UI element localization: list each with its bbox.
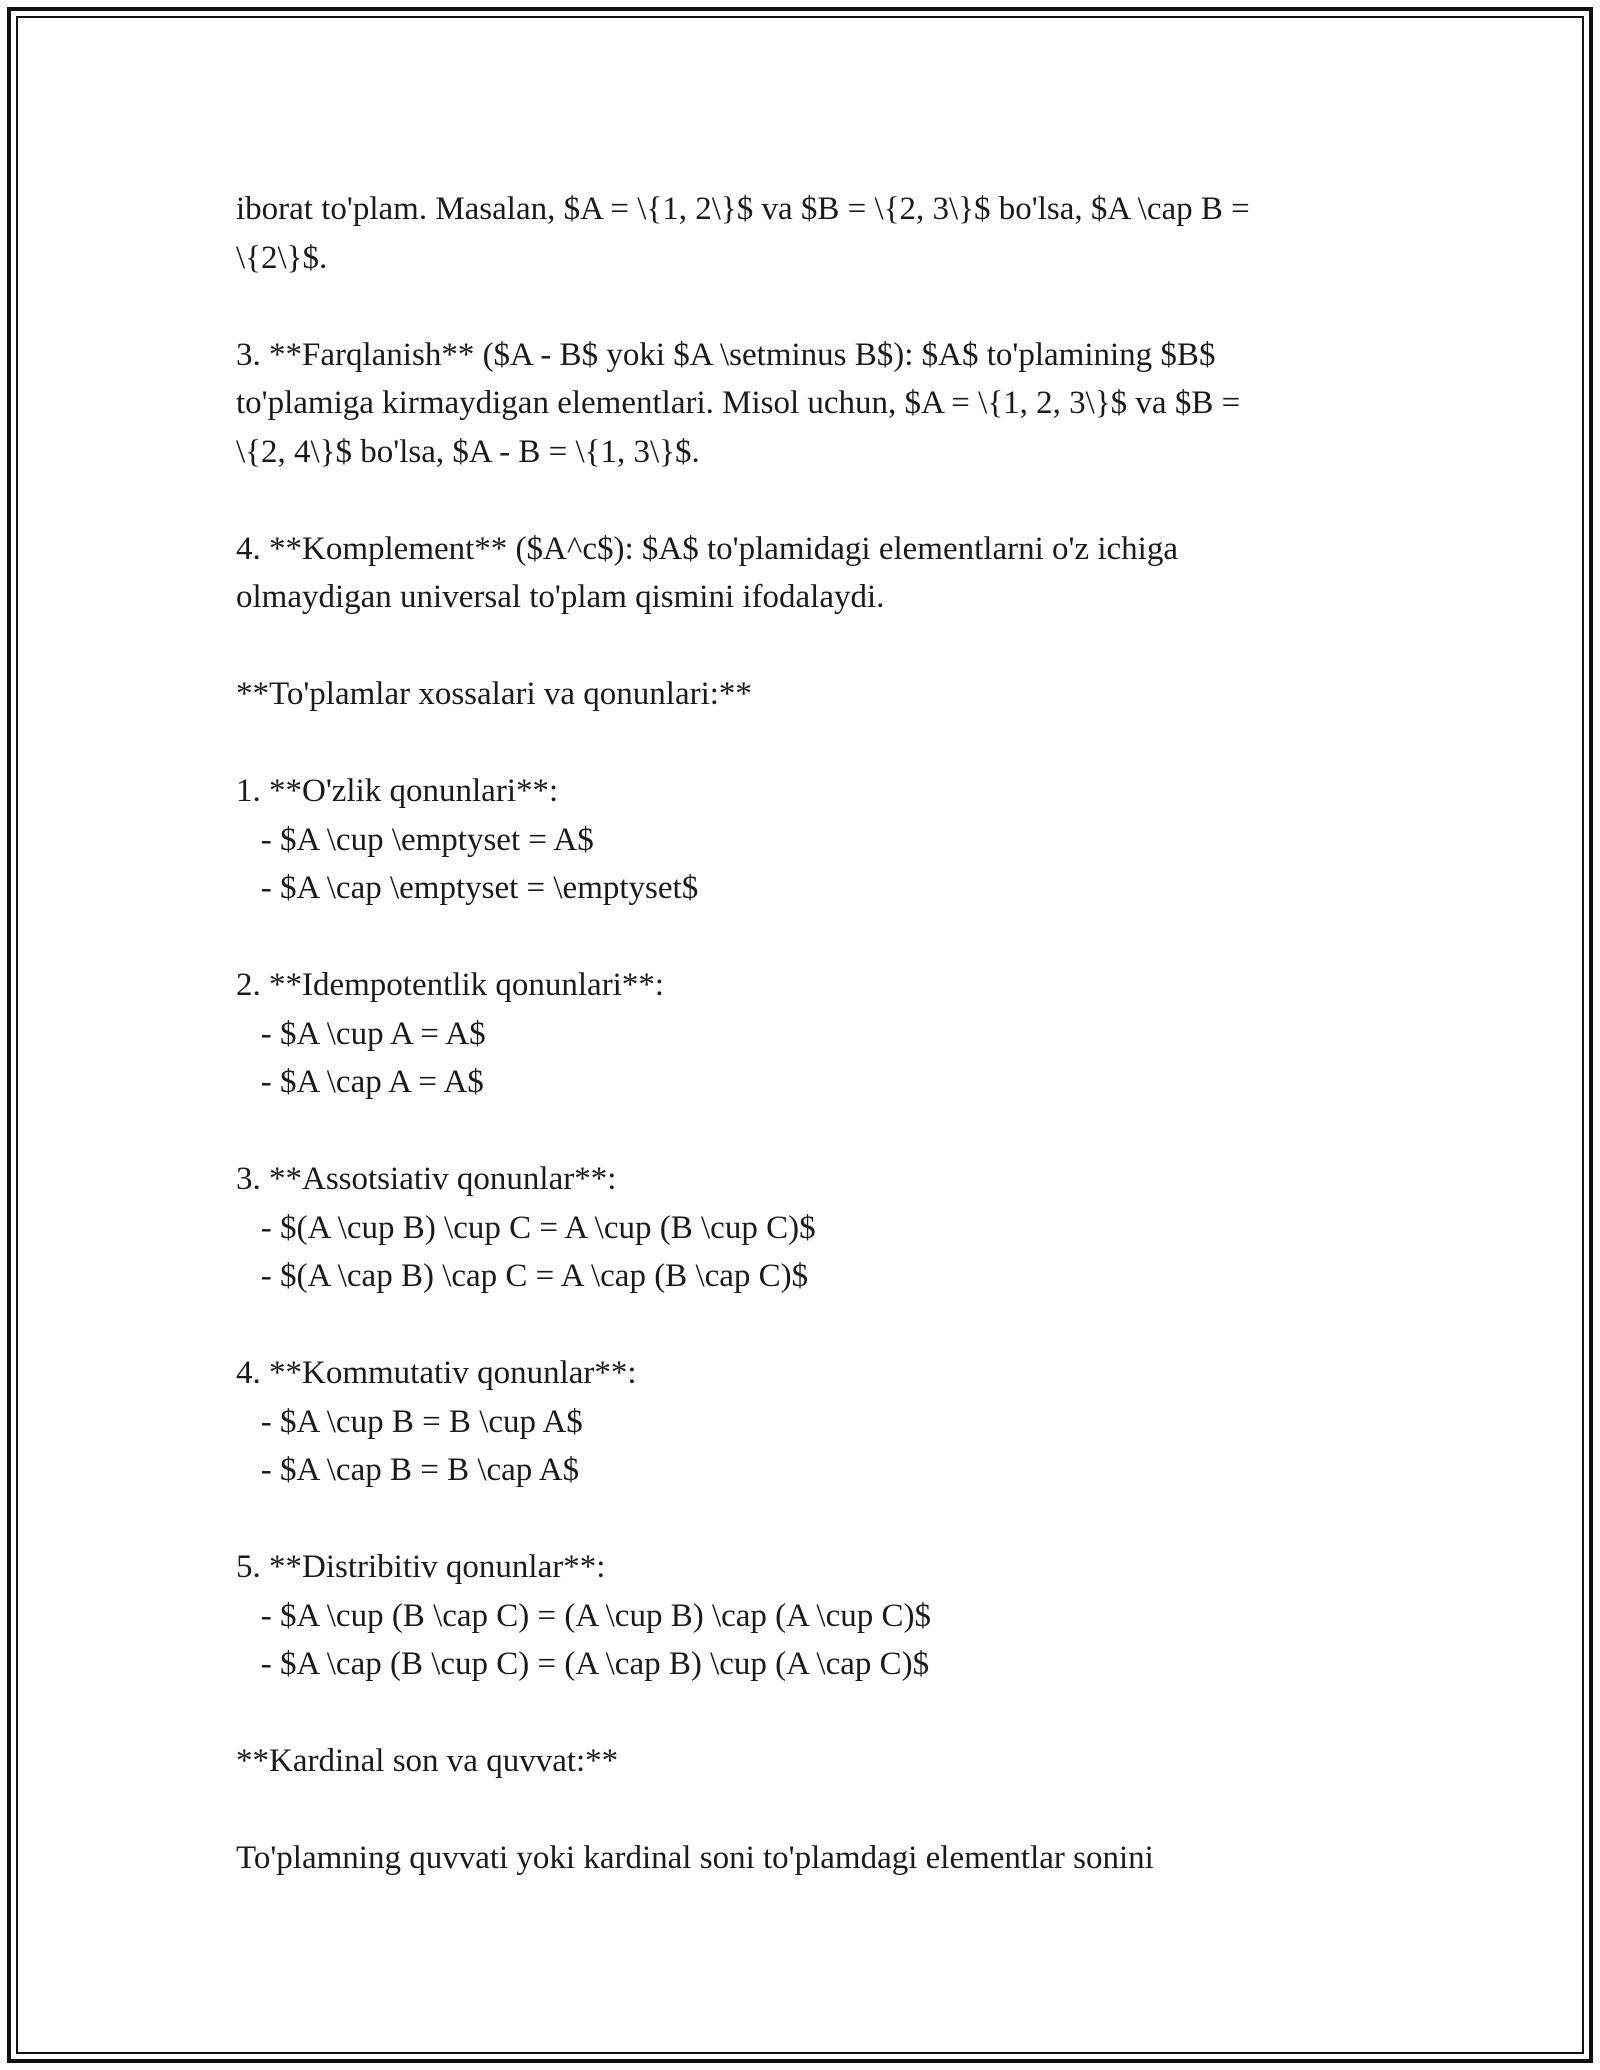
list-heading: 5. **Distribitiv qonunlar**: (236, 1549, 606, 1585)
list-item: - $A \cup (B \cap C) = (A \cup B) \cap (A \cup C)$ (236, 1597, 931, 1634)
blank-line (236, 476, 1386, 525)
text-line: 3. **Farqlanish** ($A - B$ yoki $A \setminus B$): $A$ to'plamining $B$ (236, 336, 1216, 373)
blank-line (236, 913, 1386, 962)
list-heading: 1. **O'zlik qonunlari**: (236, 773, 559, 809)
list-heading: 4. **Kommutativ qonunlar**: (236, 1355, 637, 1391)
list-item: - $(A \cap B) \cap C = A \cap (B \cap C)$ (236, 1258, 809, 1294)
list-item: - $(A \cup B) \cup C = A \cup (B \cup C)$ (236, 1209, 816, 1246)
document-body (236, 185, 1386, 1883)
list-item: - $A \cap (B \cup C) = (A \cap B) \cup (A \cap C)$ (236, 1646, 930, 1682)
text-line: \{2\}$. (236, 239, 328, 276)
blank-line (236, 622, 1386, 671)
list-item: - $A \cap B = B \cap A$ (236, 1452, 580, 1488)
list-item: - $A \cup A = A$ (236, 1015, 486, 1052)
list-item: - $A \cap \emptyset = \emptyset$ (236, 870, 699, 906)
blank-line (236, 1495, 1386, 1544)
blank-line (236, 1786, 1386, 1835)
text-line: \{2, 4\}$ bo'lsa, $A - B = \{1, 3\}$. (236, 433, 700, 470)
list-item: - $A \cap A = A$ (236, 1064, 484, 1100)
text-line: To'plamning quvvati yoki kardinal soni to'plamdagi elementlar sonini (236, 1840, 1154, 1876)
list-heading: 2. **Idempotentlik qonunlari**: (236, 967, 665, 1003)
text-line: to'plamiga kirmaydigan elementlari. Misol uchun, $A = \{1, 2, 3\}$ va $B = (236, 385, 1241, 421)
text-line: iborat to'plam. Masalan, $A = \{1, 2\}$ va $B = \{2, 3\}$ bo'lsa, $A \cap B = (236, 191, 1250, 227)
blank-line (236, 1689, 1386, 1738)
text-line: olmaydigan universal to'plam qismini ifodalaydi. (236, 579, 885, 615)
section-heading: **To'plamlar xossalari va qonunlari:** (236, 676, 752, 712)
blank-line (236, 1301, 1386, 1350)
blank-line (236, 719, 1386, 768)
list-heading: 3. **Assotsiativ qonunlar**: (236, 1161, 617, 1197)
blank-line (236, 282, 1386, 331)
section-heading: **Kardinal son va quvvat:** (236, 1743, 619, 1779)
list-item: - $A \cup \emptyset = A$ (236, 821, 594, 858)
blank-line (236, 1107, 1386, 1156)
list-item: - $A \cup B = B \cup A$ (236, 1403, 583, 1440)
text-line: 4. **Komplement** ($A^c$): $A$ to'plamidagi elementlarni o'z ichiga (236, 530, 1178, 567)
